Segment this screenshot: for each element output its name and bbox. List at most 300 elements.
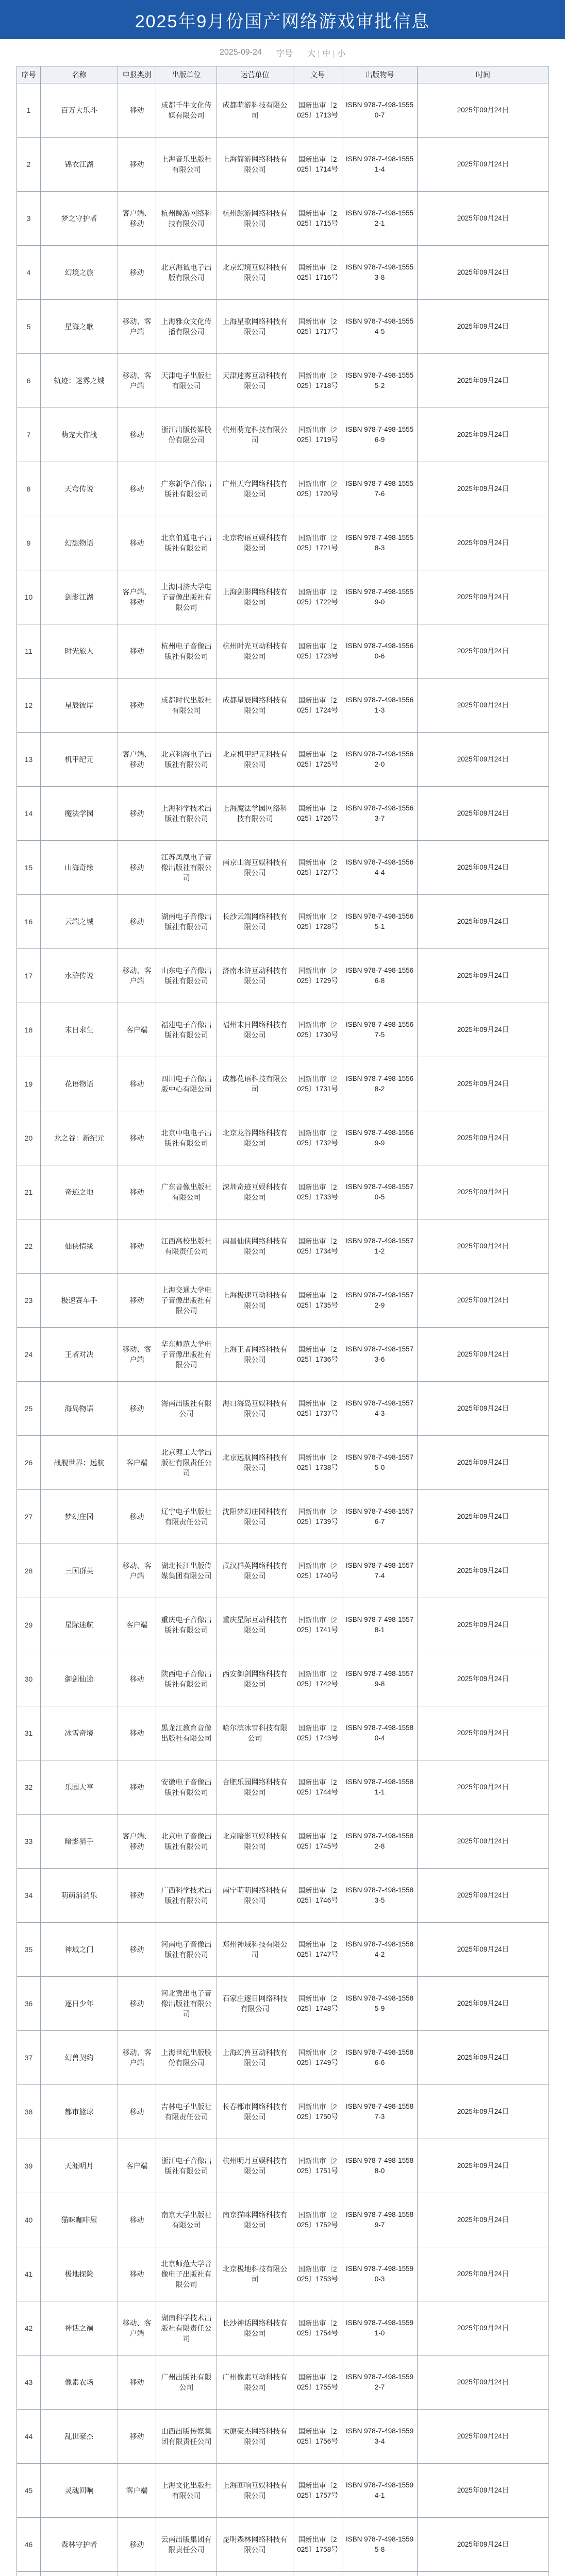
cell-date: 2025年09月24日 [418,2139,549,2193]
cell-approval-number: 国新出审〔2025〕1735号 [293,1274,342,1328]
cell-isbn: ISBN 978-7-498-15570-5 [342,1165,418,1219]
cell-game-name: 像素农场 [41,2355,118,2410]
table-row [17,138,549,192]
cell-category: 移动、客户端 [118,1544,156,1598]
col-header-date: 时间 [418,66,549,83]
cell-isbn: ISBN 978-7-498-15580-4 [342,1706,418,1760]
cell-approval-number: 国新出审〔2025〕1750号 [293,2085,342,2139]
cell-date: 2025年09月24日 [418,949,549,1003]
cell-game-name: 天涯明月 [41,2139,118,2193]
cell-date: 2025年09月24日 [418,462,549,516]
col-header-isbn: 出版物号 [342,66,418,83]
cell-date: 2025年09月24日 [418,408,549,462]
cell-game-name: 猫咪咖啡屋 [41,2193,118,2247]
cell-category: 移动 [118,1382,156,1436]
cell-publisher: 河北冀出电子音像出版社有限公司 [156,1977,217,2031]
cell-publisher: 上海雅众文化传播有限公司 [156,300,217,354]
cell-game-name: 星辰彼岸 [41,679,118,733]
cell-isbn: ISBN 978-7-498-15559-0 [342,570,418,624]
cell-isbn: ISBN 978-7-498-15589-7 [342,2193,418,2247]
cell-number: 38 [17,2085,41,2139]
cell-approval-number: 国新出审〔2025〕1723号 [293,624,342,679]
cell-operator: 南京猫咪网络科技有限公司 [217,2193,293,2247]
table-row [17,841,549,895]
cell-isbn: ISBN 978-7-498-15551-4 [342,138,418,192]
cell-game-name: 时光旅人 [41,624,118,679]
page-title-banner [0,0,565,39]
cell-category: 客户端 [118,1436,156,1490]
cell-approval-number: 国新出审〔2025〕1747号 [293,1923,342,1977]
cell-number: 32 [17,1760,41,1815]
cell-isbn: ISBN 978-7-498-15575-0 [342,1436,418,1490]
table-row [17,1436,549,1490]
cell-date: 2025年09月24日 [418,1977,549,2031]
cell-approval-number: 国新出审〔2025〕1726号 [293,787,342,841]
cell-isbn: ISBN 978-7-498-15586-6 [342,2031,418,2085]
table-row [17,1490,549,1544]
cell-approval-number: 国新出审〔2025〕1754号 [293,2301,342,2355]
cell-approval-number: 国新出审〔2025〕1725号 [293,733,342,787]
cell-approval-number: 国新出审〔2025〕1737号 [293,1382,342,1436]
cell-approval-number: 国新出审〔2025〕1727号 [293,841,342,895]
cell-publisher: 华东师范大学电子音像出版社有限公司 [156,1328,217,1382]
table-row [17,1544,549,1598]
cell-date: 2025年09月24日 [418,1490,549,1544]
cell-isbn [342,2572,418,2576]
cell-isbn: ISBN 978-7-498-15562-0 [342,733,418,787]
cell-operator: 南宁萌萌网络科技有限公司 [217,1869,293,1923]
cell-publisher: 广西科学技术出版社有限公司 [156,1869,217,1923]
cell-publisher: 湖南电子音像出版社有限公司 [156,895,217,949]
cell-operator: 北京极地科技有限公司 [217,2247,293,2301]
cell-date: 2025年09月24日 [418,2085,549,2139]
cell-operator: 上海星歌网络科技有限公司 [217,300,293,354]
cell-operator: 杭州鲸游网络科技有限公司 [217,192,293,246]
cell-category: 移动 [118,1706,156,1760]
col-header-publisher: 出版单位 [156,66,217,83]
cell-operator: 杭州萌宠科技有限公司 [217,408,293,462]
cell-operator: 福州末日网络科技有限公司 [217,1003,293,1057]
cell-game-name: 星海之歌 [41,300,118,354]
cell-date: 2025年09月24日 [418,1436,549,1490]
cell-operator: 广州天穹网络科技有限公司 [217,462,293,516]
cell-publisher: 上海文化出版社有限公司 [156,2464,217,2518]
table-row [17,679,549,733]
table-row [17,462,549,516]
cell-number: 35 [17,1923,41,1977]
cell-date: 2025年09月24日 [418,1057,549,1111]
cell-game-name: 天穹传说 [41,462,118,516]
cell-date: 2025年09月24日 [418,1219,549,1274]
cell-game-name: 幻想物语 [41,516,118,570]
cell-date: 2025年09月24日 [418,787,549,841]
table-row [17,570,549,624]
cell-number: 16 [17,895,41,949]
cell-approval-number: 国新出审〔2025〕1731号 [293,1057,342,1111]
cell-game-name: 机甲纪元 [41,733,118,787]
cell-category: 移动 [118,408,156,462]
cell-number: 9 [17,516,41,570]
cell-category: 客户端 [118,1598,156,1652]
cell-number: 20 [17,1111,41,1165]
cell-game-name: 梦幻庄园 [41,1490,118,1544]
cell-operator: 上海幻兽互动科技有限公司 [217,2031,293,2085]
font-size-medium[interactable]: 中 [322,49,330,58]
cell-operator: 成都萌游科技有限公司 [217,83,293,138]
col-header-operator: 运营单位 [217,66,293,83]
cell-category: 移动 [118,895,156,949]
cell-isbn: ISBN 978-7-498-15593-4 [342,2410,418,2464]
cell-number: 37 [17,2031,41,2085]
font-size-small[interactable]: 小 [337,49,346,58]
font-size-large[interactable]: 大 [307,49,315,58]
cell-category: 移动、客户端 [118,354,156,408]
cell-number: 5 [17,300,41,354]
cell-publisher: 安徽电子音像出版社有限公司 [156,1760,217,1815]
cell-approval-number: 国新出审〔2025〕1739号 [293,1490,342,1544]
cell-category: 移动 [118,624,156,679]
cell-game-name: 神域之门 [41,1923,118,1977]
cell-approval-number: 国新出审〔2025〕1745号 [293,1815,342,1869]
cell-game-name: 王者对决 [41,1328,118,1382]
cell-game-name: 战舰世界：远航 [41,1436,118,1490]
cell-isbn: ISBN 978-7-498-15583-5 [342,1869,418,1923]
cell-isbn: ISBN 978-7-498-15563-7 [342,787,418,841]
table-row [17,516,549,570]
cell-operator: 上海简游网络科技有限公司 [217,138,293,192]
cell-game-name: 灵魂回响 [41,2464,118,2518]
cell-publisher: 北京中电电子出版社有限公司 [156,1111,217,1165]
cell-isbn: ISBN 978-7-498-15558-3 [342,516,418,570]
cell-category: 移动、客户端 [118,2031,156,2085]
cell-publisher: 北京理工大学出版社有限责任公司 [156,1436,217,1490]
cell-publisher: 北京伯通电子出版社有限公司 [156,516,217,570]
cell-category: 移动、客户端 [118,1328,156,1382]
cell-approval-number: 国新出审〔2025〕1736号 [293,1328,342,1382]
cell-publisher: 北京电子音像出版社有限公司 [156,1815,217,1869]
cell-number: 42 [17,2301,41,2355]
cell-number: 10 [17,570,41,624]
cell-category: 移动 [118,2518,156,2572]
cell-game-name: 逐日少年 [41,1977,118,2031]
cell-publisher: 北京海诚电子出版有限公司 [156,246,217,300]
cell-category: 移动 [118,1274,156,1328]
cell-operator: 长沙神话网络科技有限公司 [217,2301,293,2355]
cell-operator: 成都花语科技有限公司 [217,1057,293,1111]
cell-operator: 石家庄逐日网络科技有限公司 [217,1977,293,2031]
cell-game-name: 奇迹之地 [41,1165,118,1219]
cell-category: 移动 [118,841,156,895]
cell-number: 31 [17,1706,41,1760]
cell-publisher: 江苏凤凰电子音像出版社有限公司 [156,841,217,895]
table-row [17,1815,549,1869]
cell-category: 移动 [118,1869,156,1923]
cell-game-name: 萌宠大作战 [41,408,118,462]
cell-number: 15 [17,841,41,895]
cell-isbn: ISBN 978-7-498-15595-8 [342,2518,418,2572]
approval-table [16,66,549,2576]
cell-operator: 长春都市网络科技有限公司 [217,2085,293,2139]
table-row [17,2247,549,2301]
cell-category: 移动 [118,2247,156,2301]
table-header-row [17,66,549,83]
cell-number: 22 [17,1219,41,1274]
cell-number: 4 [17,246,41,300]
cell-approval-number: 国新出审〔2025〕1755号 [293,2355,342,2410]
table-row [17,895,549,949]
cell-date: 2025年09月24日 [418,1274,549,1328]
cell-operator [217,2572,293,2576]
cell-operator: 深圳奇迹互娱科技有限公司 [217,1165,293,1219]
cell-isbn: ISBN 978-7-498-15578-1 [342,1598,418,1652]
table-row [17,2139,549,2193]
cell-date: 2025年09月24日 [418,1923,549,1977]
cell-number: 34 [17,1869,41,1923]
cell-game-name: 乱世豪杰 [41,2410,118,2464]
cell-game-name: 梦之守护者 [41,192,118,246]
cell-operator: 济南水浒互动科技有限公司 [217,949,293,1003]
cell-operator: 重庆星际互动科技有限公司 [217,1598,293,1652]
cell-number: 11 [17,624,41,679]
cell-operator: 南京山海互娱科技有限公司 [217,841,293,895]
cell-number: 40 [17,2193,41,2247]
cell-number: 26 [17,1436,41,1490]
cell-game-name: 三国群英 [41,1544,118,1598]
cell-category: 移动 [118,1652,156,1706]
cell-publisher: 上海音乐出版社有限公司 [156,138,217,192]
cell-date: 2025年09月24日 [418,2410,549,2464]
cell-publisher: 杭州鲸游网络科技有限公司 [156,192,217,246]
cell-game-name: 乐园大亨 [41,1760,118,1815]
cell-category: 客户端 [118,2464,156,2518]
table-row [17,787,549,841]
cell-date: 2025年09月24日 [418,1544,549,1598]
cell-operator: 哈尔滨冰雪科技有限公司 [217,1706,293,1760]
cell-category: 客户端、移动 [118,192,156,246]
cell-category: 客户端 [118,2139,156,2193]
cell-isbn: ISBN 978-7-498-15571-2 [342,1219,418,1274]
cell-publisher: 辽宁电子出版社有限责任公司 [156,1490,217,1544]
cell-game-name: 星际迷航 [41,1598,118,1652]
cell-game-name: 极速赛车手 [41,1274,118,1328]
cell-approval-number: 国新出审〔2025〕1738号 [293,1436,342,1490]
cell-category: 客户端 [118,1003,156,1057]
cell-approval-number: 国新出审〔2025〕1724号 [293,679,342,733]
cell-operator: 北京物语互娱科技有限公司 [217,516,293,570]
cell-category: 客户端、移动 [118,733,156,787]
cell-category: 客户端、移动 [118,570,156,624]
article-meta [16,39,549,66]
table-row [17,1652,549,1706]
cell-isbn: ISBN 978-7-498-15564-4 [342,841,418,895]
cell-date: 2025年09月24日 [418,354,549,408]
cell-approval-number: 国新出审〔2025〕1748号 [293,1977,342,2031]
cell-isbn: ISBN 978-7-498-15566-8 [342,949,418,1003]
cell-operator: 北京幻境互娱科技有限公司 [217,246,293,300]
cell-approval-number: 国新出审〔2025〕1733号 [293,1165,342,1219]
col-header-name: 名称 [41,66,118,83]
cell-approval-number: 国新出审〔2025〕1714号 [293,138,342,192]
cell-operator: 上海魔法学园网络科技有限公司 [217,787,293,841]
cell-number: 41 [17,2247,41,2301]
cell-publisher: 湖北长江出版传媒集团有限公司 [156,1544,217,1598]
cell-publisher: 广州出版社有限公司 [156,2355,217,2410]
cell-date: 2025年09月24日 [418,679,549,733]
table-row [17,624,549,679]
cell-isbn: ISBN 978-7-498-15574-3 [342,1382,418,1436]
cell-publisher: 上海同济大学电子音像出版社有限公司 [156,570,217,624]
cell-game-name: 水浒传说 [41,949,118,1003]
cell-isbn: ISBN 978-7-498-15579-8 [342,1652,418,1706]
cell-approval-number: 国新出审〔2025〕1716号 [293,246,342,300]
cell-number: 45 [17,2464,41,2518]
cell-approval-number: 国新出审〔2025〕1719号 [293,408,342,462]
table-row [17,949,549,1003]
cell-approval-number: 国新出审〔2025〕1756号 [293,2410,342,2464]
col-header-type: 申报类别 [118,66,156,83]
cell-approval-number: 国新出审〔2025〕1744号 [293,1760,342,1815]
cell-publisher: 河南电子音像出版社有限公司 [156,1923,217,1977]
cell-publisher: 陕西电子音像出版社有限公司 [156,1652,217,1706]
cell-date: 2025年09月24日 [418,2355,549,2410]
cell-category: 移动 [118,83,156,138]
table-row [17,192,549,246]
cell-approval-number: 国新出审〔2025〕1713号 [293,83,342,138]
cell-publisher: 上海世纪出版股份有限公司 [156,2031,217,2085]
font-size-label: 字号 [276,49,293,58]
cell-approval-number: 国新出审〔2025〕1740号 [293,1544,342,1598]
cell-approval-number: 国新出审〔2025〕1752号 [293,2193,342,2247]
cell-approval-number: 国新出审〔2025〕1728号 [293,895,342,949]
cell-category: 移动 [118,1490,156,1544]
cell-game-name: 云端之城 [41,895,118,949]
cell-game-name: 百万大乐斗 [41,83,118,138]
cell-isbn: ISBN 978-7-498-15594-1 [342,2464,418,2518]
cell-publisher: 天津电子出版社有限公司 [156,354,217,408]
cell-number: 33 [17,1815,41,1869]
cell-date: 2025年09月24日 [418,1869,549,1923]
cell-number: 43 [17,2355,41,2410]
publish-date: 2025-09-24 [219,48,262,57]
cell-game-name: 御剑仙途 [41,1652,118,1706]
cell-publisher: 北京科海电子出版社有限公司 [156,733,217,787]
table-row [17,246,549,300]
cell-operator: 上海回响互娱科技有限公司 [217,2464,293,2518]
cell-operator: 西安御剑网络科技有限公司 [217,1652,293,1706]
table-row [17,1003,549,1057]
cell-date: 2025年09月24日 [418,2247,549,2301]
cell-number: 36 [17,1977,41,2031]
cell-category: 移动 [118,2085,156,2139]
cell-game-name: 森林守护者 [41,2518,118,2572]
cell-operator: 北京暗影互娱科技有限公司 [217,1815,293,1869]
cell-game-name: 末日求生 [41,1003,118,1057]
cell-date: 2025年09月24日 [418,1760,549,1815]
cell-isbn: ISBN 978-7-498-15592-7 [342,2355,418,2410]
table-row [17,2572,549,2576]
cell-isbn: ISBN 978-7-498-15582-8 [342,1815,418,1869]
cell-approval-number: 国新出审〔2025〕1720号 [293,462,342,516]
cell-number: 3 [17,192,41,246]
cell-isbn: ISBN 978-7-498-15584-2 [342,1923,418,1977]
cell-approval-number: 国新出审〔2025〕1729号 [293,949,342,1003]
cell-game-name: 冰雪奇境 [41,1706,118,1760]
cell-game-name: 山海奇缘 [41,841,118,895]
cell-date: 2025年09月24日 [418,624,549,679]
cell-number: 30 [17,1652,41,1706]
cell-publisher: 浙江电子音像出版社有限公司 [156,2139,217,2193]
cell-date: 2025年09月24日 [418,138,549,192]
cell-number: 18 [17,1003,41,1057]
cell-number: 13 [17,733,41,787]
cell-category: 移动、客户端 [118,949,156,1003]
table-body [17,83,549,2576]
cell-category: 移动 [118,246,156,300]
cell-publisher: 云南出版集团有限责任公司 [156,2518,217,2572]
cell-category: 移动 [118,516,156,570]
table-row [17,2193,549,2247]
cell-publisher: 四川电子音像出版中心有限公司 [156,1057,217,1111]
cell-approval-number: 国新出审〔2025〕1741号 [293,1598,342,1652]
cell-date: 2025年09月24日 [418,1328,549,1382]
cell-category: 移动 [118,138,156,192]
col-header-number: 序号 [17,66,41,83]
cell-operator: 成都星辰网络科技有限公司 [217,679,293,733]
table-row [17,2355,549,2410]
cell-approval-number: 国新出审〔2025〕1730号 [293,1003,342,1057]
cell-operator: 广州像素互动科技有限公司 [217,2355,293,2410]
table-row [17,1923,549,1977]
cell-approval-number: 国新出审〔2025〕1722号 [293,570,342,624]
cell-category: 移动 [118,1111,156,1165]
cell-publisher: 黑龙江教育音像出版社有限公司 [156,1706,217,1760]
cell-category: 移动、客户端 [118,300,156,354]
cell-date [418,2572,549,2576]
cell-operator: 北京龙谷网络科技有限公司 [217,1111,293,1165]
cell-number: 21 [17,1165,41,1219]
cell-game-name: 海岛物语 [41,1382,118,1436]
cell-category [118,2572,156,2576]
cell-date: 2025年09月24日 [418,1598,549,1652]
cell-date: 2025年09月24日 [418,2518,549,2572]
table-row [17,1274,549,1328]
cell-date: 2025年09月24日 [418,516,549,570]
cell-isbn: ISBN 978-7-498-15572-9 [342,1274,418,1328]
table-row [17,2085,549,2139]
cell-number: 1 [17,83,41,138]
cell-operator: 杭州明月互娱科技有限公司 [217,2139,293,2193]
cell-isbn: ISBN 978-7-498-15581-1 [342,1760,418,1815]
cell-game-name: 仙侠情缘 [41,1219,118,1274]
cell-approval-number: 国新出审〔2025〕1753号 [293,2247,342,2301]
table-row [17,1382,549,1436]
cell-category: 移动 [118,1923,156,1977]
cell-publisher: 吉林电子出版社有限责任公司 [156,2085,217,2139]
cell-game-name: 暗影猎手 [41,1815,118,1869]
cell-publisher: 海南出版社有限公司 [156,1382,217,1436]
table-row [17,1057,549,1111]
cell-date: 2025年09月24日 [418,841,549,895]
cell-number [17,2572,41,2576]
cell-game-name: 萌萌消消乐 [41,1869,118,1923]
cell-date: 2025年09月24日 [418,2301,549,2355]
cell-isbn: ISBN 978-7-498-15550-7 [342,83,418,138]
cell-date: 2025年09月24日 [418,2031,549,2085]
cell-isbn: ISBN 978-7-498-15577-4 [342,1544,418,1598]
cell-number: 46 [17,2518,41,2572]
cell-number: 24 [17,1328,41,1382]
cell-isbn: ISBN 978-7-498-15573-6 [342,1328,418,1382]
